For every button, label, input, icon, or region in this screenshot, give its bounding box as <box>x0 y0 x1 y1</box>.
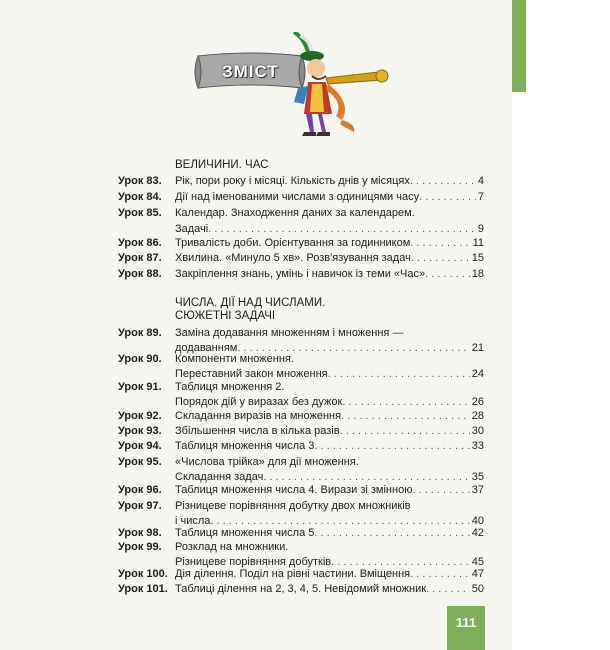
lesson-title: Таблиця множення числа 4. Вирази зі змінною <box>175 484 413 496</box>
lesson-title: Заміна додавання множенням і множення — <box>175 327 404 339</box>
leader-dots <box>342 395 469 410</box>
lesson-title: Збільшення числа в кілька разів <box>175 425 340 437</box>
lesson-title: додаванням <box>175 342 238 354</box>
page-ref: 9 <box>477 223 484 235</box>
lesson-number: Урок 96. <box>118 484 162 496</box>
section-title: ЧИСЛА. ДІЇ НАД ЧИСЛАМИ. <box>175 297 326 309</box>
lesson-title: Рік, пори року і місяці. Кількість днів у місяцях <box>175 175 410 187</box>
page-ref: 35 <box>471 471 484 483</box>
lesson-number: Урок 98. <box>118 527 162 539</box>
lesson-title: Дії над іменованими числами з одиницями часу <box>175 191 420 203</box>
lesson-title: Складання задач <box>175 471 264 483</box>
page-ref: 15 <box>471 252 484 264</box>
lesson-title: Закріплення знань, умінь і навичок із теми «Час» <box>175 268 426 280</box>
lesson-number: Урок 83. <box>118 175 162 187</box>
page-ref: 30 <box>471 425 484 437</box>
lesson-number: Урок 94. <box>118 440 162 452</box>
page-ref: 26 <box>471 396 484 408</box>
lesson-number: Урок 85. <box>118 207 162 219</box>
lesson-title: Переставний закон множення <box>175 368 328 380</box>
lesson-number: Урок 100. <box>118 568 168 580</box>
page-ref: 33 <box>471 440 484 452</box>
page-title: ЗМІСТ <box>222 62 279 81</box>
leader-dots <box>410 236 470 251</box>
leader-dots <box>425 267 470 282</box>
leader-dots <box>411 251 470 266</box>
lesson-number: Урок 99. <box>118 541 162 553</box>
lesson-title: Порядок дій у виразах без дужок <box>175 396 343 408</box>
lesson-number: Урок 93. <box>118 425 162 437</box>
herald-trumpeter-illustration <box>282 32 392 136</box>
lesson-number: Урок 88. <box>118 268 162 280</box>
chapter-tab <box>512 0 526 92</box>
page-ref: 21 <box>471 342 484 354</box>
lesson-number: Урок 87. <box>118 252 162 264</box>
page-ref: 7 <box>477 191 484 203</box>
leader-dots <box>410 567 470 582</box>
lesson-number: Урок 86. <box>118 237 162 249</box>
lesson-title: Таблиця множення числа 5 <box>175 527 315 539</box>
lesson-title: Хвилина. «Минуло 5 хв». Розв'язування задач <box>175 252 411 264</box>
lesson-title: «Числова трійка» для дії множення. <box>175 456 359 468</box>
lesson-number: Урок 97. <box>118 500 162 512</box>
page-ref: 42 <box>471 527 484 539</box>
page-ref: 11 <box>472 237 484 249</box>
lesson-title: Компоненти множення. <box>175 353 294 365</box>
page-margin <box>512 0 610 650</box>
lesson-number: Урок 91. <box>118 381 162 393</box>
lesson-number: Урок 101. <box>118 583 168 595</box>
leader-dots <box>314 526 469 541</box>
lesson-number: Урок 95. <box>118 456 162 468</box>
lesson-title: Таблиця множення числа 3 <box>175 440 315 452</box>
lesson-number: Урок 90. <box>118 353 162 365</box>
lesson-title: і числа <box>175 515 211 527</box>
lesson-title: Дія ділення. Поділ на рівні частини. Вміщення <box>175 568 411 580</box>
leader-dots <box>341 409 470 424</box>
lesson-title: Розклад на множники. <box>175 541 289 553</box>
lesson-number: Урок 89. <box>118 327 162 339</box>
page-ref: 18 <box>471 268 484 280</box>
lesson-title: Таблиця множення 2. <box>175 381 285 393</box>
lesson-number: Урок 92. <box>118 410 162 422</box>
lesson-title: Тривалість доби. Орієнтування за годинником <box>175 237 411 249</box>
leader-dots <box>426 582 470 597</box>
page-number: 111 <box>455 615 477 630</box>
lesson-title: Задачі <box>175 223 209 235</box>
page-number-badge <box>447 606 485 650</box>
page-ref: 37 <box>471 484 484 496</box>
leader-dots <box>340 424 470 439</box>
section-title: СЮЖЕТНІ ЗАДАЧІ <box>175 310 276 322</box>
page-ref: 24 <box>471 368 484 380</box>
lesson-title: Різницеве порівняння добутків <box>175 556 332 568</box>
page-ref: 50 <box>471 583 484 595</box>
page-ref: 4 <box>477 175 484 187</box>
leader-dots <box>419 190 476 205</box>
lesson-title: Складання виразів на множення <box>175 410 342 422</box>
page-ref: 28 <box>471 410 484 422</box>
lesson-title: Календар. Знаходження даних за календарем. <box>175 207 415 219</box>
leader-dots <box>314 439 469 454</box>
lesson-title: Різницеве порівняння добутку двох множників <box>175 500 411 512</box>
leader-dots <box>412 483 469 498</box>
lesson-title: Таблиці ділення на 2, 3, 4, 5. Невідомий множник <box>175 583 427 595</box>
leader-dots <box>410 174 476 189</box>
page-ref: 45 <box>471 556 484 568</box>
section-title: ВЕЛИЧИНИ. ЧАС <box>175 159 269 171</box>
page-ref: 40 <box>471 515 484 527</box>
leader-dots <box>208 222 476 237</box>
lesson-number: Урок 84. <box>118 191 162 203</box>
page-ref: 47 <box>471 568 484 580</box>
